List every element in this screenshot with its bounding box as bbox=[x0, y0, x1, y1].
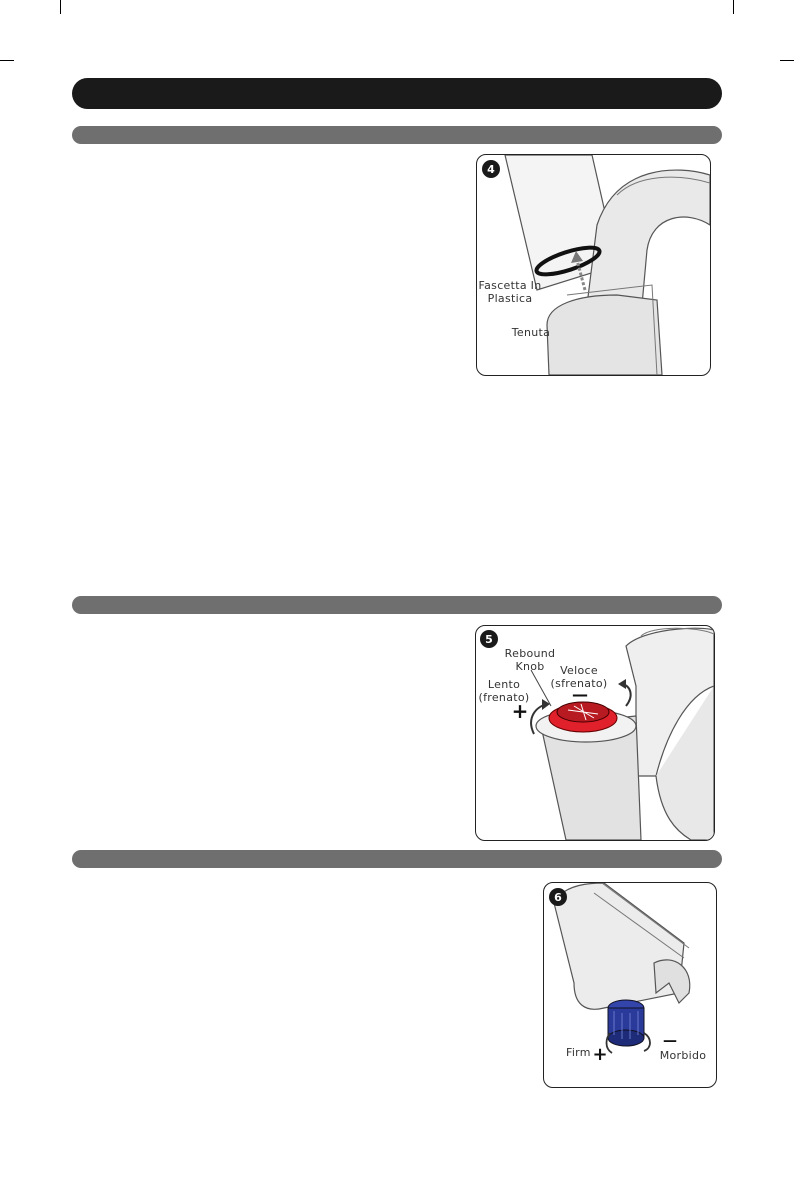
label-slow-line2: (frenato) bbox=[478, 691, 530, 704]
section-bar-seals bbox=[72, 126, 722, 144]
section-bar-rebound bbox=[72, 596, 722, 614]
label-firm: Firm bbox=[566, 1046, 591, 1059]
figure-5-panel bbox=[475, 625, 715, 841]
crop-mark-left-vertical bbox=[60, 0, 61, 14]
figure-6-illustration bbox=[544, 883, 716, 1087]
label-slow-line1: Lento bbox=[487, 678, 521, 691]
figure-5-illustration bbox=[476, 626, 714, 840]
label-fast-line2: (sfrenato) bbox=[550, 677, 608, 690]
minus-icon: — bbox=[663, 1033, 677, 1049]
figure-6-panel bbox=[543, 882, 717, 1088]
crop-mark-top-right bbox=[780, 60, 794, 61]
label-rebound-knob-line2: Knob bbox=[515, 660, 545, 673]
page-title-bar bbox=[72, 78, 722, 109]
figure-4-illustration bbox=[477, 155, 710, 375]
label-plastic-band-line2: Plastica bbox=[487, 292, 533, 305]
figure-5-number: 5 bbox=[485, 633, 493, 646]
figure-4-number: 4 bbox=[487, 163, 495, 176]
crop-mark-right-vertical bbox=[733, 0, 734, 14]
label-plastic-band-line1: Fascetta In bbox=[478, 279, 542, 292]
figure-6-number: 6 bbox=[554, 891, 562, 904]
plus-icon: + bbox=[511, 699, 529, 723]
figure-4-panel bbox=[476, 154, 711, 376]
plus-icon: + bbox=[592, 1044, 608, 1065]
label-seal: Tenuta bbox=[511, 326, 551, 339]
label-rebound-knob-line1: Rebound bbox=[504, 647, 556, 660]
crop-mark-top-left bbox=[0, 60, 14, 61]
label-soft: Morbido bbox=[659, 1049, 707, 1062]
section-bar-compression bbox=[72, 850, 722, 868]
minus-icon: — bbox=[572, 685, 588, 704]
label-fast-line1: Veloce bbox=[560, 664, 598, 677]
